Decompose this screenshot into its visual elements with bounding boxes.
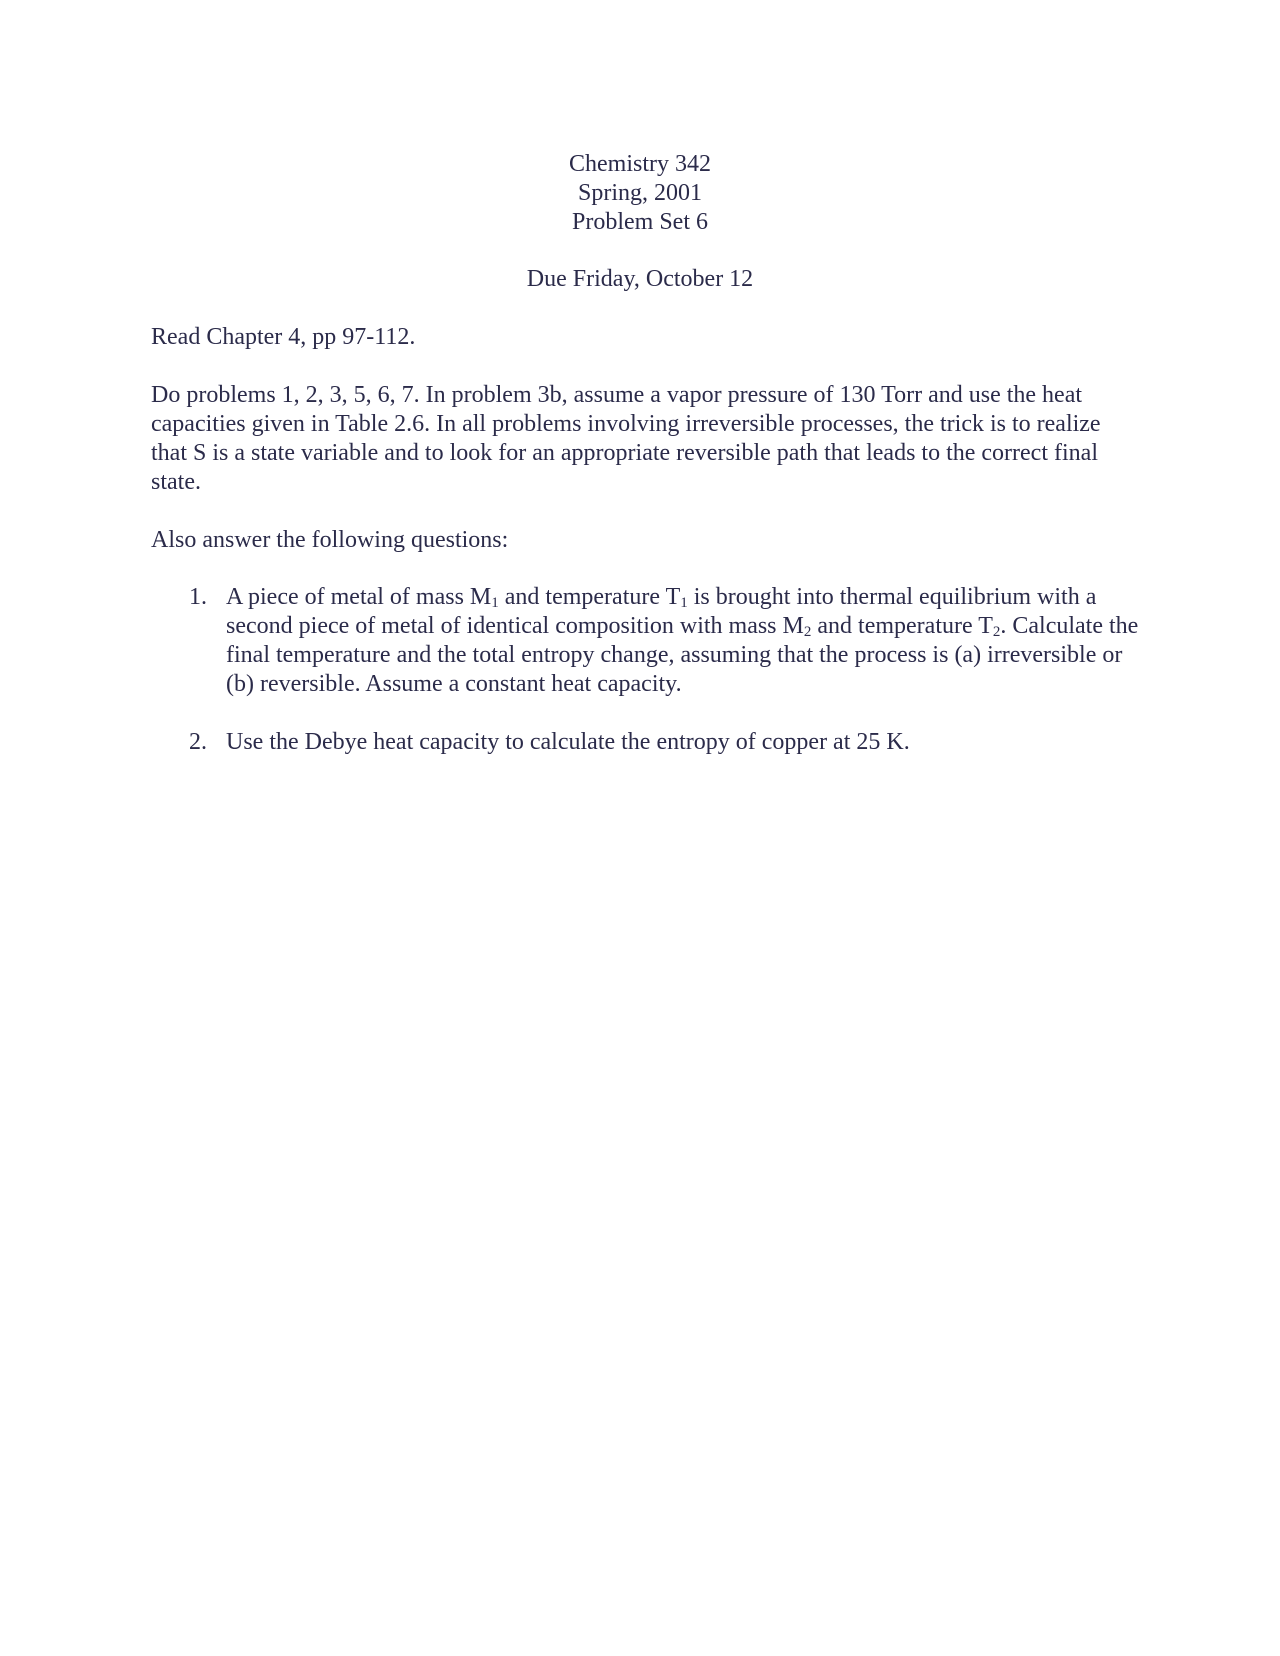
question-text — [226, 583, 1156, 699]
course-title: Chemistry 342 — [569, 151, 711, 177]
question-text-part: and temperature T — [498, 584, 681, 610]
problem-set-title: Problem Set 6 — [572, 209, 708, 235]
subscript: 2 — [803, 624, 812, 640]
problem-instructions: Do problems 1, 2, 3, 5, 6, 7. In problem 3b, assume a vapor pressure of 130 Torr and use the heat capacities given in Table 2.6. In all problems involving irreversible processes, the trick is to realize that S is a state variable and to look for an appropriate reversible path that leads to the correct final state. — [151, 382, 1101, 495]
question-text-part: and temperature T — [811, 613, 993, 639]
question-text-part: A piece of metal of mass M — [226, 584, 492, 610]
subscript: 1 — [491, 595, 499, 611]
due-date: Due Friday, October 12 — [526, 266, 754, 292]
question-text-part: . Calculate the final temperature and the total entropy change, assuming that the process is (a) irreversible or (b) reversible. Assume a constant heat capacity. — [226, 613, 1139, 697]
subscript: 2 — [992, 624, 1001, 640]
question-number: 2. — [189, 729, 207, 755]
also-answer-line: Also answer the following questions: — [151, 527, 509, 553]
subscript: 1 — [680, 595, 688, 611]
question-text: Use the Debye heat capacity to calculate the entropy of copper at 25 K. — [226, 729, 910, 755]
reading-assignment: Read Chapter 4, pp 97-112. — [151, 324, 416, 350]
term-line: Spring, 2001 — [577, 180, 702, 206]
question-text-part: is brought into thermal equilibrium with a second piece of metal of identical composition with mass M — [226, 584, 1097, 639]
document-header — [0, 150, 1280, 237]
question-number: 1. — [189, 584, 207, 610]
